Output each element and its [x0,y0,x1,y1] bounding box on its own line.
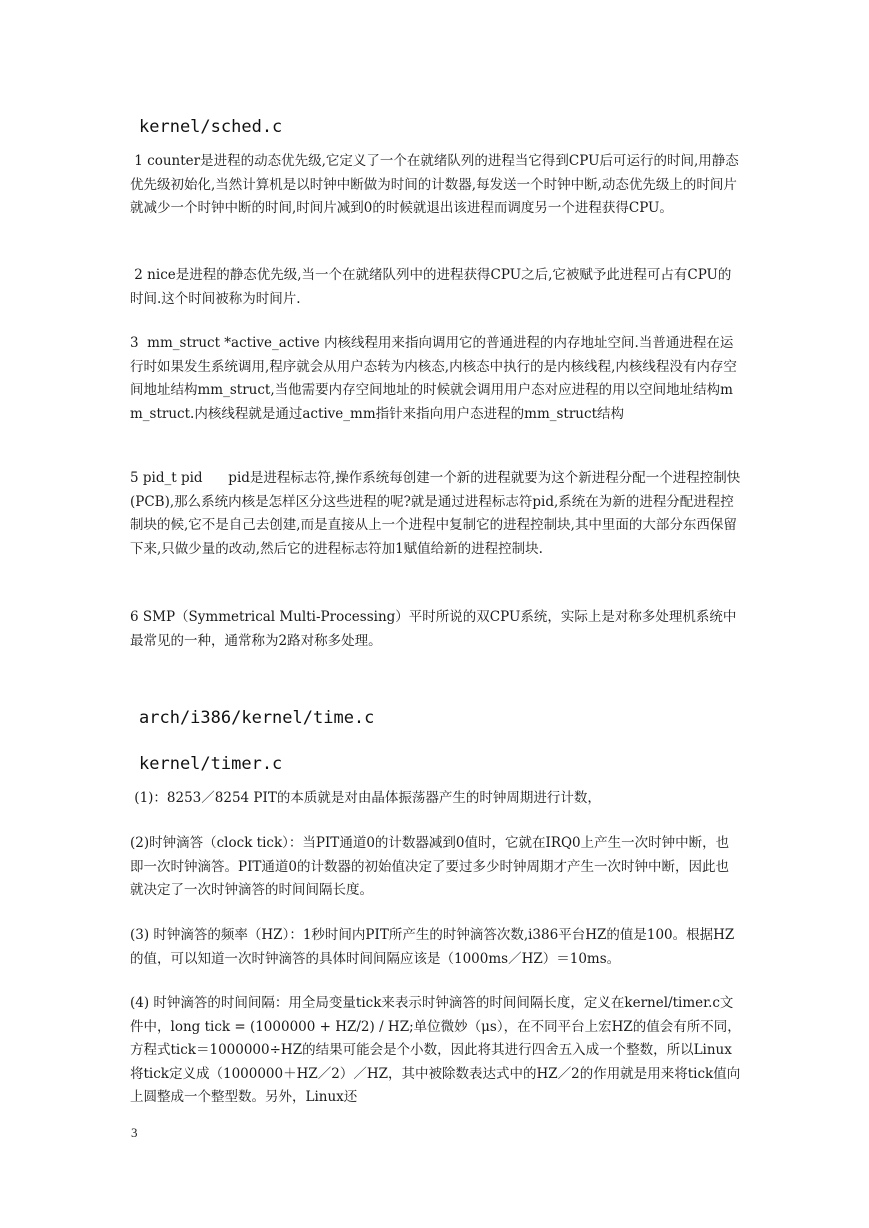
paragraph-nice: 2 nice是进程的静态优先级,当一个在就绪队列中的进程获得CPU之后,它被赋予此进程可占有CPU的时间.这个时间被称为时间片. [130,267,732,307]
paragraph-pid: 5 pid_t pid pid是进程标志符,操作系统每创建一个新的进程就要为这个新进程分配一个进程控制快(PCB),那么系统内核是怎样区分这些进程的呢?就是通过进程标志符pid,系统在为新的进程分配进程控制块的候,它不是自己去创建,而是直接从上一个进程中复制它的进程控制块,其中里面的大部分东西保留下来,只做少量的改动,然后它的进程标志符加1赋值给新的进程控制块. [130,470,741,557]
page-number: 3 [131,1125,138,1140]
paragraph-smp: 6 SMP（Symmetrical Multi-Processing）平时所说的双CPU系统，实际上是对称多处理机系统中最常见的一种，通常称为2路对称多处理。 [130,609,737,649]
section-heading-sched: kernel/sched.c [139,117,283,137]
paragraph-tick-interval: (4) 时钟滴答的时间间隔：用全局变量tick来表示时钟滴答的时间间隔长度，定义在kernel/timer.c文件中，long tick = (1000000 + HZ/2) / HZ;单位微妙（μs），在不同平台上宏HZ的值会有所不同，方程式tick＝1000000÷HZ的结果可能会是个小数，因此将其进行四舍五入成一个整数，所以Linux将tick定义成（1000000＋HZ／2）／HZ，其中被除数表达式中的HZ／2的作用就是用来将tick值向上圆整成一个整型数。另外，Linux还 [130,995,741,1105]
paragraph-counter: 1 counter是进程的动态优先级,它定义了一个在就绪队列的进程当它得到CPU后可运行的时间,用静态优先级初始化,当然计算机是以时钟中断做为时间的计数器,每发送一个时钟中断,动态优先级上的时间片就减少一个时钟中断的时间,时间片减到0的时候就退出该进程而调度另一个进程获得CPU。 [130,153,739,216]
paragraph-hz: (3) 时钟滴答的频率（HZ）：1秒时间内PIT所产生的时钟滴答次数,i386平台HZ的值是100。根据HZ的值，可以知道一次时钟滴答的具体时间间隔应该是（1000ms／HZ）＝10ms。 [130,927,735,967]
paragraph-clock-tick: (2)时钟滴答（clock tick）：当PIT通道0的计数器减到0值时，它就在IRQ0上产生一次时钟中断，也即一次时钟滴答。PIT通道0的计数器的初始值决定了要过多少时钟周期才产生一次时钟中断，因此也就决定了一次时钟滴答的时间间隔长度。 [130,835,730,898]
section-heading-timer: kernel/timer.c [139,754,283,774]
section-heading-time: arch/i386/kernel/time.c [139,708,375,728]
paragraph-mm-struct: 3 mm_struct *active_active 内核线程用来指向调用它的普通进程的内存地址空间.当普通进程在运行时如果发生系统调用,程序就会从用户态转为内核态,内核态中执行的是内核线程,内核线程没有内存空间地址结构mm_struct,当他需要内存空间地址的时候就会调用用户态对应进程的用以空间地址结构mm_struct.内核线程就是通过active_mm指针来指向用户态进程的mm_struct结构 [130,335,737,422]
paragraph-pit: (1)：8253／8254 PIT的本质就是对由晶体振荡器产生的时钟周期进行计数， [130,790,601,806]
